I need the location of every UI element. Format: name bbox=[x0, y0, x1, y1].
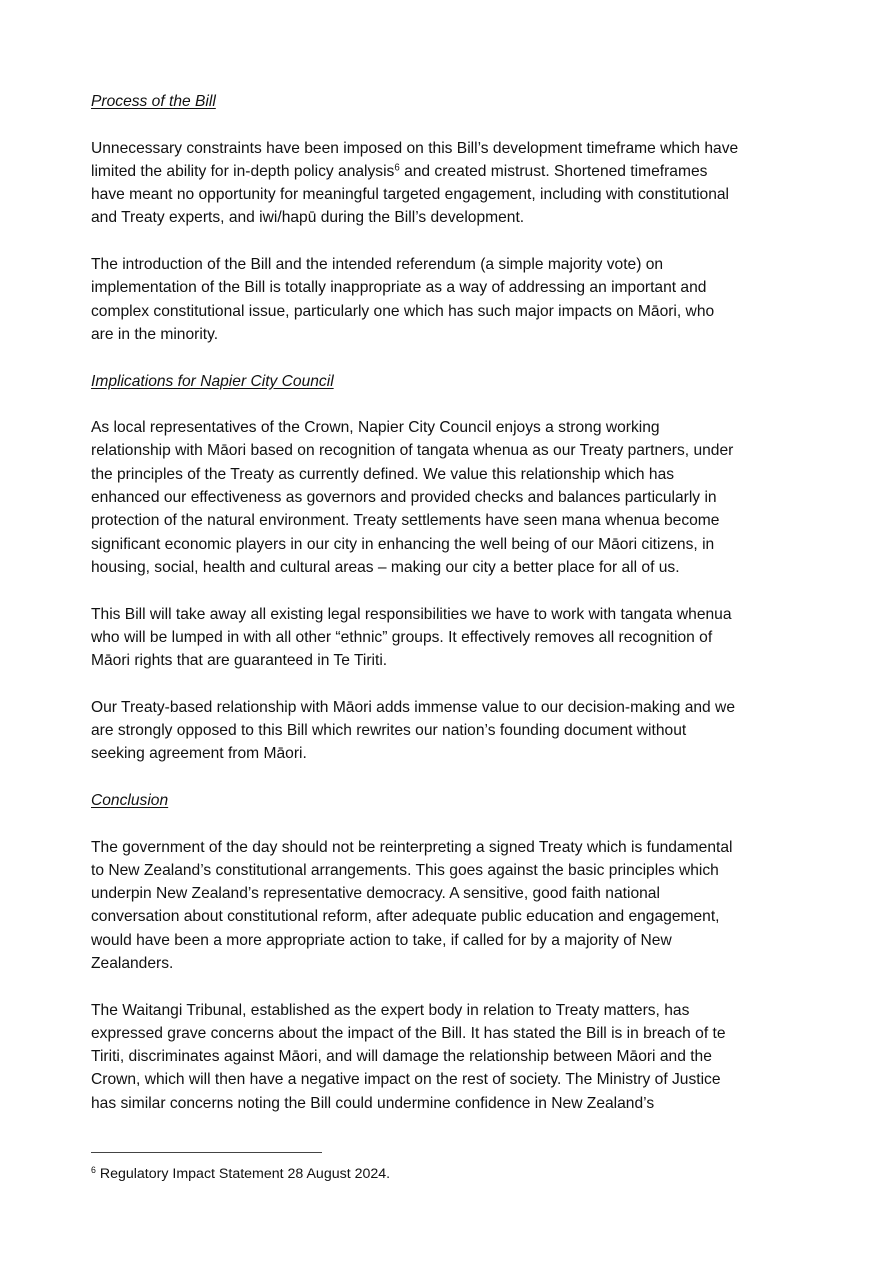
text-line: Crown, which will then have a negative impact on the rest of society. The Ministry of Justice bbox=[91, 1071, 721, 1089]
text-line: underpin New Zealand’s representative democracy. A sensitive, good faith national bbox=[91, 885, 660, 903]
text-line: Unnecessary constraints have been imposed on this Bill’s development timeframe which have bbox=[91, 139, 739, 157]
text-line: This Bill will take away all existing legal responsibilities we have to work with tangata whenua bbox=[91, 605, 732, 623]
text-line: The introduction of the Bill and the intended referendum (a simple majority vote) on bbox=[91, 256, 664, 274]
text-line: are strongly opposed to this Bill which rewrites our nation’s founding document without bbox=[91, 722, 687, 740]
footnote-divider bbox=[91, 1152, 322, 1153]
paragraph bbox=[91, 253, 796, 346]
text-line: conversation about constitutional reform, after adequate public education and engagement, bbox=[91, 908, 720, 926]
text-line: has similar concerns noting the Bill could undermine confidence in New Zealand’s bbox=[91, 1094, 655, 1112]
paragraph bbox=[91, 137, 796, 230]
paragraph bbox=[91, 696, 796, 766]
text-line: are in the minority. bbox=[91, 325, 219, 343]
text-line: the principles of the Treaty as currently defined. We value this relationship which has bbox=[91, 465, 675, 483]
text-line: to New Zealand’s constitutional arrangements. This goes against the basic principles which bbox=[91, 861, 719, 879]
paragraph bbox=[91, 603, 796, 673]
text-line: Māori rights that are guaranteed in Te Tiriti. bbox=[91, 652, 388, 670]
paragraph bbox=[91, 416, 796, 579]
text-line: The Waitangi Tribunal, established as the expert body in relation to Treaty matters, has bbox=[91, 1001, 690, 1019]
text-line: enhanced our effectiveness as governors and provided checks and balances particularly in bbox=[91, 489, 717, 507]
text-line: and Treaty experts, and iwi/hapū during the Bill’s development. bbox=[91, 209, 525, 227]
footnote bbox=[91, 1164, 390, 1184]
text-line: implementation of the Bill is totally inappropriate as a way of addressing an important and bbox=[91, 279, 707, 297]
text-line: Our Treaty-based relationship with Māori adds immense value to our decision-making and we bbox=[91, 698, 735, 716]
text-fragment: and created mistrust. Shortened timeframes bbox=[404, 162, 708, 180]
text-line: seeking agreement from Māori. bbox=[91, 745, 307, 763]
text-line: Tiriti, discriminates against Māori, and will damage the relationship between Māori and the bbox=[91, 1048, 712, 1066]
section-heading-conclusion: Conclusion bbox=[91, 791, 169, 809]
text-line: would have been a more appropriate action to take, if called for by a majority of New bbox=[91, 931, 672, 949]
text-line: expressed grave concerns about the impact of the Bill. It has stated the Bill is in breach of te bbox=[91, 1024, 726, 1042]
text-line: Zealanders. bbox=[91, 954, 174, 972]
text-line: relationship with Māori based on recognition of tangata whenua as our Treaty partners, under bbox=[91, 442, 734, 460]
text-line-with-footnote bbox=[91, 160, 796, 183]
text-line: The government of the day should not be reinterpreting a signed Treaty which is fundamental bbox=[91, 838, 733, 856]
text-line: significant economic players in our city in enhancing the well being of our Māori citizens, in bbox=[91, 535, 715, 553]
text-line: As local representatives of the Crown, Napier City Council enjoys a strong working bbox=[91, 419, 660, 437]
footnote-number: 6 bbox=[91, 1165, 96, 1176]
text-line: protection of the natural environment. Treaty settlements have seen mana whenua become bbox=[91, 512, 720, 530]
section-heading-implications: Implications for Napier City Council bbox=[91, 372, 334, 390]
text-line: complex constitutional issue, particularly one which has such major impacts on Māori, who bbox=[91, 302, 715, 320]
footnote-reference: 6 bbox=[394, 162, 400, 174]
text-fragment: limited the ability for in-depth policy analysis bbox=[91, 162, 395, 180]
paragraph bbox=[91, 999, 796, 1115]
text-line: who will be lumped in with all other “ethnic” groups. It effectively removes all recognition of bbox=[91, 628, 713, 646]
text-line: have meant no opportunity for meaningful targeted engagement, including with constitutional bbox=[91, 186, 730, 204]
footnote-text: Regulatory Impact Statement 28 August 2024. bbox=[95, 1166, 391, 1182]
paragraph bbox=[91, 836, 796, 976]
section-heading-process: Process of the Bill bbox=[91, 93, 216, 110]
text-line: housing, social, health and cultural areas – making our city a better place for all of us. bbox=[91, 558, 680, 576]
document-body bbox=[91, 90, 796, 1115]
